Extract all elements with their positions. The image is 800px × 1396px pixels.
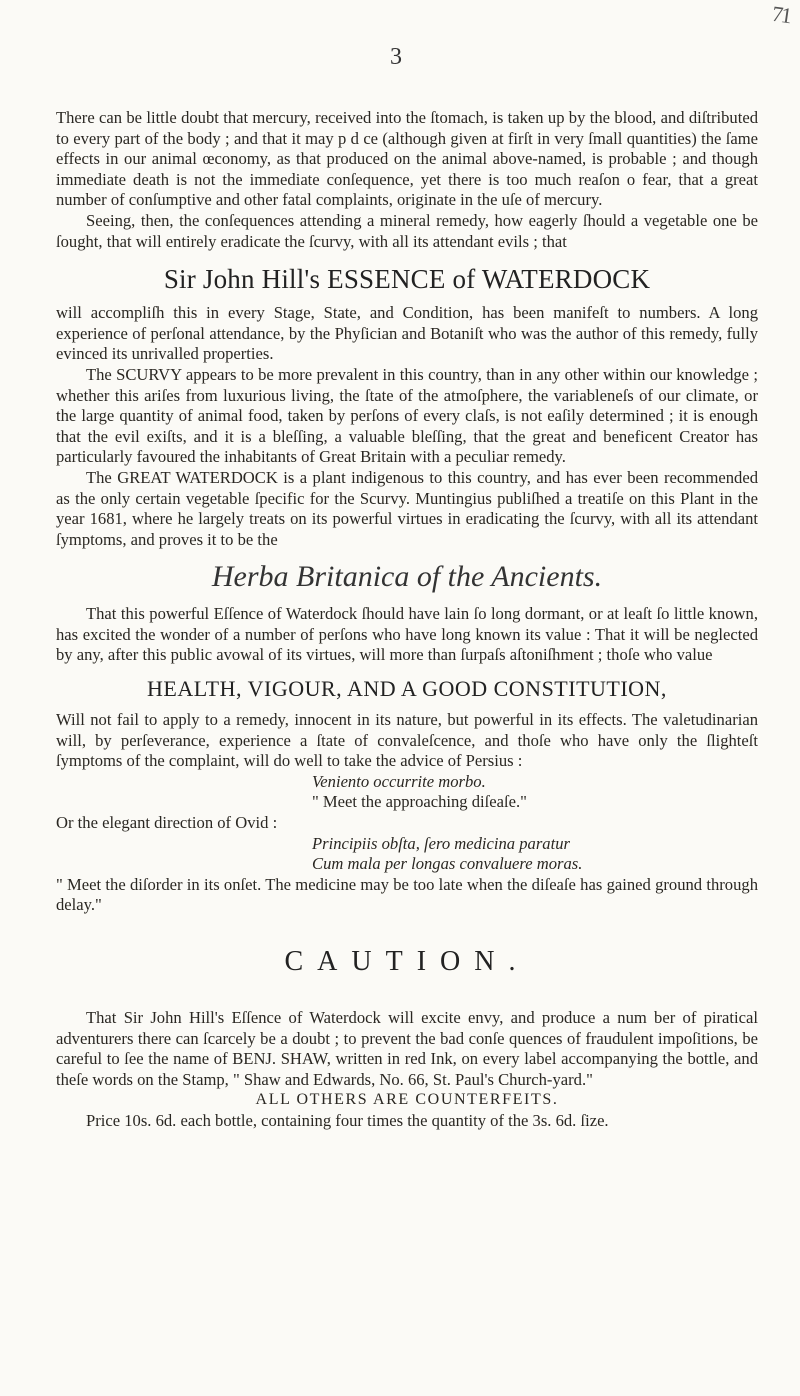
herba-heading: Herba Britanica of the Ancients.: [211, 560, 603, 594]
paragraph-seeing: Seeing, then, the conſequences attending a mineral remedy, how eagerly ſhould a vegetable one be ſought, that will entirely eradicate the ſcurvy, with all its attendant evils ; that: [56, 210, 758, 251]
latin-verse-ovid-2: Cum mala per longas convaluere moras.: [312, 854, 583, 874]
document-body: [56, 108, 758, 1132]
paragraph-remedy: Will not fail to apply to a remedy, innocent in its nature, but powerful in its effects. The valetudinarian will, by perſeverance, experience a ſtate of convaleſcence, and thoſe who have only the ſlighteſt ſymptoms of the complaint, will do well to take the advice of Persius :: [56, 710, 758, 771]
price-line: Price 10s. 6d. each bottle, containing four times the quantity of the 3s. 6d. ſize.: [86, 1110, 609, 1130]
ovid-intro: Or the elegant direction of Ovid :: [56, 813, 278, 833]
paragraph-waterdock: The GREAT WATERDOCK is a plant indigenous to this country, and has ever been recommended as the only certain vegetable ſpecific for the Scurvy. Muntingius publiſhed a treatiſe on this Plant in the year 1681, where he largely treats on its powerful virtues in eradicating the ſcurvy, with all its attendant ſymptoms, and proves it to be the: [56, 467, 758, 549]
counterfeit-warning: ALL OTHERS ARE COUNTERFEITS.: [255, 1091, 559, 1109]
paragraph-scurvy: The SCURVY appears to be more prevalent in this country, than in any other within our knowledge ; whether this ariſes from luxurious living, the ſtate of the atmoſphere, the variableneſs of our climate, or the large quantity of animal food, taken by perſons of every claſs, is not eaſily determined ; it is enough that the evil exiſts, and it is a bleſſing, a valuable bleſſing, that the great and beneficent Creator has particularly favoured the inhabitants of Great Britain with a peculiar remedy.: [56, 364, 758, 467]
ovid-translation: " Meet the diſorder in its onſet. The medicine may be too late when the diſeaſe has gained ground through delay.": [56, 874, 758, 915]
essence-title: Sir John Hill's ESSENCE of WATERDOCK: [163, 264, 651, 295]
paragraph-accomplish: will accompliſh this in every Stage, State, and Condition, has been manifeſt to numbers. A long experience of perſonal attendance, by the Phyſician and Botaniſt who was the author of this remedy, fully evinced its unrivalled properties.: [56, 303, 758, 364]
caution-heading: CAUTION.: [284, 946, 530, 977]
health-heading: HEALTH, VIGOUR, AND A GOOD CONSTITUTION,: [147, 676, 667, 702]
paragraph-dormant: That this powerful Eſſence of Waterdock ſhould have lain ſo long dormant, or at leaſt ſo little known, has excited the wonder of a number of perſons who have long known its value : That it will be neglected by any, after this public avowal of its virtues, will more than ſurpaſs aſtoniſhment ; thoſe who value: [56, 604, 758, 665]
latin-verse-persius: Veniento occurrite morbo.: [312, 771, 486, 791]
paragraph-caution: That Sir John Hill's Eſſence of Waterdock will excite envy, and produce a num ber of piratical adventurers there can ſcarcely be a doubt ; to prevent the bad conſe quences of fraudulent impoſitions, be careful to ſee the name of BENJ. SHAW, written in red Ink, on every label accompanying the bottle, and theſe words on the Stamp, " Shaw and Edwards, No. 66, St. Paul's Church-yard.": [56, 1008, 758, 1089]
persius-translation: " Meet the approaching diſeaſe.": [312, 792, 527, 812]
paragraph-mercury: There can be little doubt that mercury, received into the ſtomach, is taken up by the blood, and diſtributed to every part of the body ; and that it may p d ce (although given at firſt in very ſmall quantities) the ſame effects in our animal œconomy, as that produced on the animal above-named, is probable ; and though immediate death is not the immediate conſequence, yet there is too much reaſon o fear, that a great number of conſumptive and other fatal complaints, originate in the uſe of mercury.: [56, 108, 758, 210]
page-number: 3: [390, 44, 402, 70]
latin-verse-ovid-1: Principiis obſta, ſero medicina paratur: [312, 833, 570, 853]
corner-mark: 71: [770, 0, 792, 29]
